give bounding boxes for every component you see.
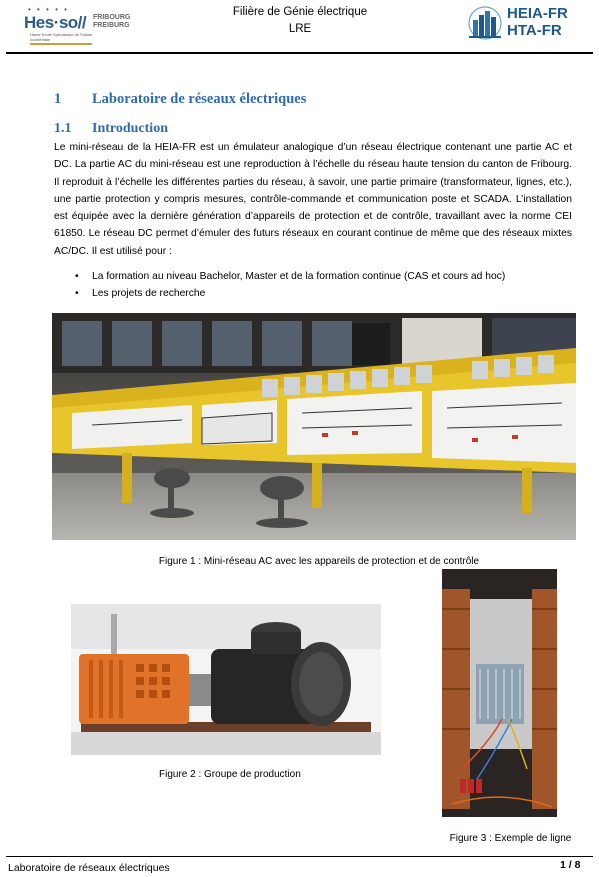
figure2-caption: Figure 2 : Groupe de production bbox=[159, 769, 301, 780]
header-title bbox=[180, 4, 420, 38]
list-item: • La formation au niveau Bachelor, Master et de la formation continue (CAS et cours ad hoc) bbox=[76, 268, 505, 285]
heia-logo-line1: HEIA-FR bbox=[507, 5, 568, 22]
intro-paragraph: Le mini-réseau de la HEIA-FR est un émulateur analogique d’un réseau électrique contenant une partie AC et DC. La partie AC du mini-réseau est une reproduction à l’échelle du réseau haute tension du canton de Fribourg. Il reproduit à l’échelle les différentes parties du réseau, à savoir, une partie primaire (transformateur, lignes, etc.), une partie protection y compris mesures, contrôle-commande et communication poste et SCADA. L’installation est équipée avec la dernière génération d’appareils de protection et de contrôle, travaillant avec la norme CEI 61850. Le réseau DC permet d’émuler des futurs réseaux en courant continue de même que des réseaux mixtes AC/DC. Il est utilisé pour : bbox=[54, 142, 572, 257]
footer-document-title: Laboratoire de réseaux électriques bbox=[8, 862, 170, 874]
subsection-number: 1.1 bbox=[54, 121, 72, 136]
building-icon bbox=[467, 4, 503, 42]
heia-logo-line2: HTA-FR bbox=[507, 22, 562, 39]
figure1-photo bbox=[52, 313, 576, 540]
logo-hes-so-wordmark: Hes·so// bbox=[24, 13, 87, 32]
logo-city-fribourg: FRIBOURG bbox=[93, 14, 131, 21]
figure1-caption: Figure 1 : Mini-réseau AC avec les appareils de protection et de contrôle bbox=[158, 556, 480, 567]
subsection-title: Introduction bbox=[92, 121, 168, 136]
header-title-line1: Filière de Génie électrique bbox=[232, 6, 368, 18]
header-rule bbox=[6, 52, 593, 54]
section-heading bbox=[54, 91, 306, 108]
heia-fr-logo bbox=[467, 4, 587, 42]
section-title: Laboratoire de réseaux électriques bbox=[92, 91, 307, 107]
list-item: • Les projets de recherche bbox=[76, 285, 505, 302]
section-number: 1 bbox=[54, 91, 62, 107]
logo-city-names bbox=[93, 14, 130, 30]
logo-underline bbox=[30, 43, 92, 45]
figure2-photo bbox=[71, 604, 381, 755]
figure3-caption: Figure 3 : Exemple de ligne bbox=[449, 833, 572, 844]
logo-dots: • • • • • bbox=[28, 5, 69, 14]
usage-list bbox=[76, 268, 505, 302]
footer-rule bbox=[6, 856, 593, 857]
header-title-line2: LRE bbox=[288, 23, 312, 35]
logo-subtitle: Haute Ecole Spécialisée de Suisse occidentale bbox=[30, 32, 93, 42]
figure3-photo bbox=[442, 569, 557, 817]
footer-page-number: 1 / 8 bbox=[560, 859, 581, 871]
logo-city-freiburg: FREIBURG bbox=[93, 22, 130, 29]
subsection-heading bbox=[54, 121, 168, 137]
